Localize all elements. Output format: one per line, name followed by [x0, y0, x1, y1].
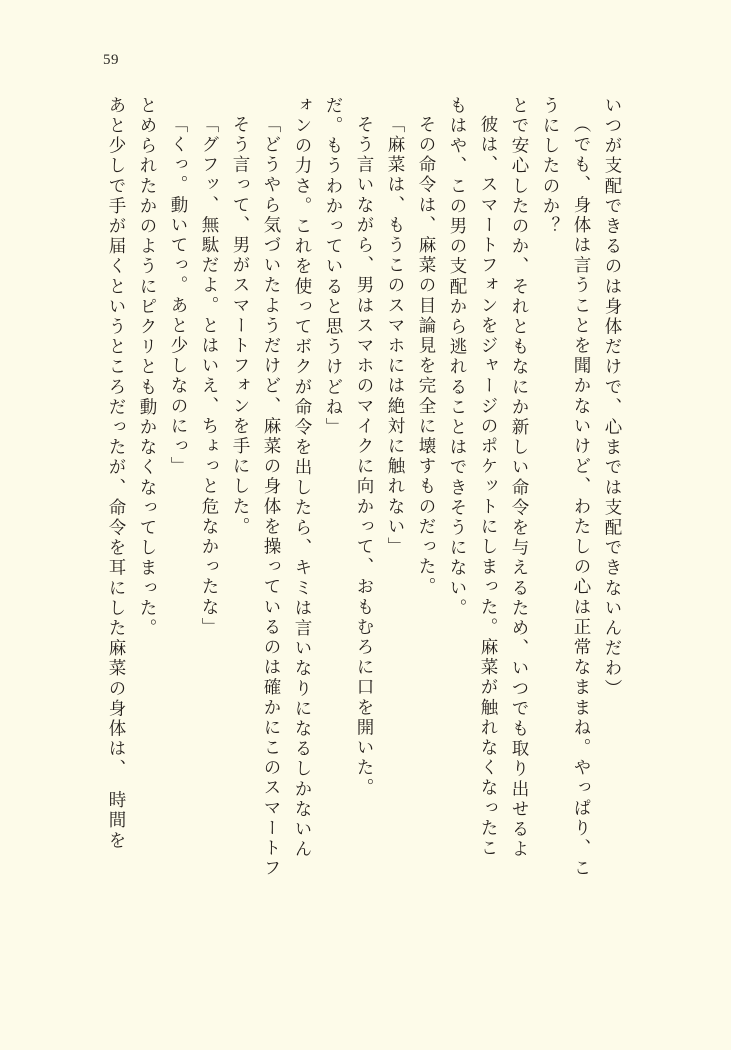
- text-line: 「グフッ、無駄だよ。とはいえ、ちょっと危なかったな」: [199, 115, 219, 638]
- text-line: そう言いながら、男はスマホのマイクに向かって、おもむろに口を開いた。: [354, 115, 374, 799]
- text-line: とで安心したのか、それともなにか新しい命令を与えるため、いつでも取り出せるよ: [509, 96, 529, 860]
- text-line: 彼は、スマートフォンをジャージのポケットにしまった。麻菜が触れなくなったこ: [478, 115, 498, 859]
- text-line: 「麻菜は、もうこのスマホには絶対に触れない」: [385, 115, 405, 558]
- text-line: いつが支配できるのは身体だけで、心までは支配できないんだわ）: [602, 96, 622, 699]
- text-line: うにしたのか？: [540, 96, 560, 237]
- text-line: とめられたかのようにピクリとも動かなくなってしまった。: [137, 96, 157, 639]
- text-line: 「どうやら気づいたようだけど、麻菜の身体を操っているのは確かにこのスマートフ: [261, 115, 281, 879]
- text-line: もはや、この男の支配から逃れることはできそうにない。: [447, 96, 467, 619]
- text-line: （でも、身体は言うことを聞かないけど、わたしの心は正常なままね。やっぱり、こ: [571, 115, 591, 879]
- page-number: 59: [103, 52, 119, 68]
- vertical-text-body: [93, 96, 653, 974]
- text-line: だ。もうわかっていると思うけどね」: [323, 96, 343, 438]
- text-line: その命令は、麻菜の目論見を完全に壊すものだった。: [416, 115, 436, 598]
- text-line: 「くっ。動いてっ。あと少しなのにっ」: [168, 115, 188, 477]
- text-line: そう言って、男がスマートフォンを手にした。: [230, 115, 250, 538]
- text-line: ォンの力さ。これを使ってボクが命令を出したら、キミは言いなりになるしかないん: [292, 96, 312, 860]
- text-line: あと少しで手が届くというところだったが、命令を耳にした麻菜の身体は、 時間を: [106, 96, 126, 852]
